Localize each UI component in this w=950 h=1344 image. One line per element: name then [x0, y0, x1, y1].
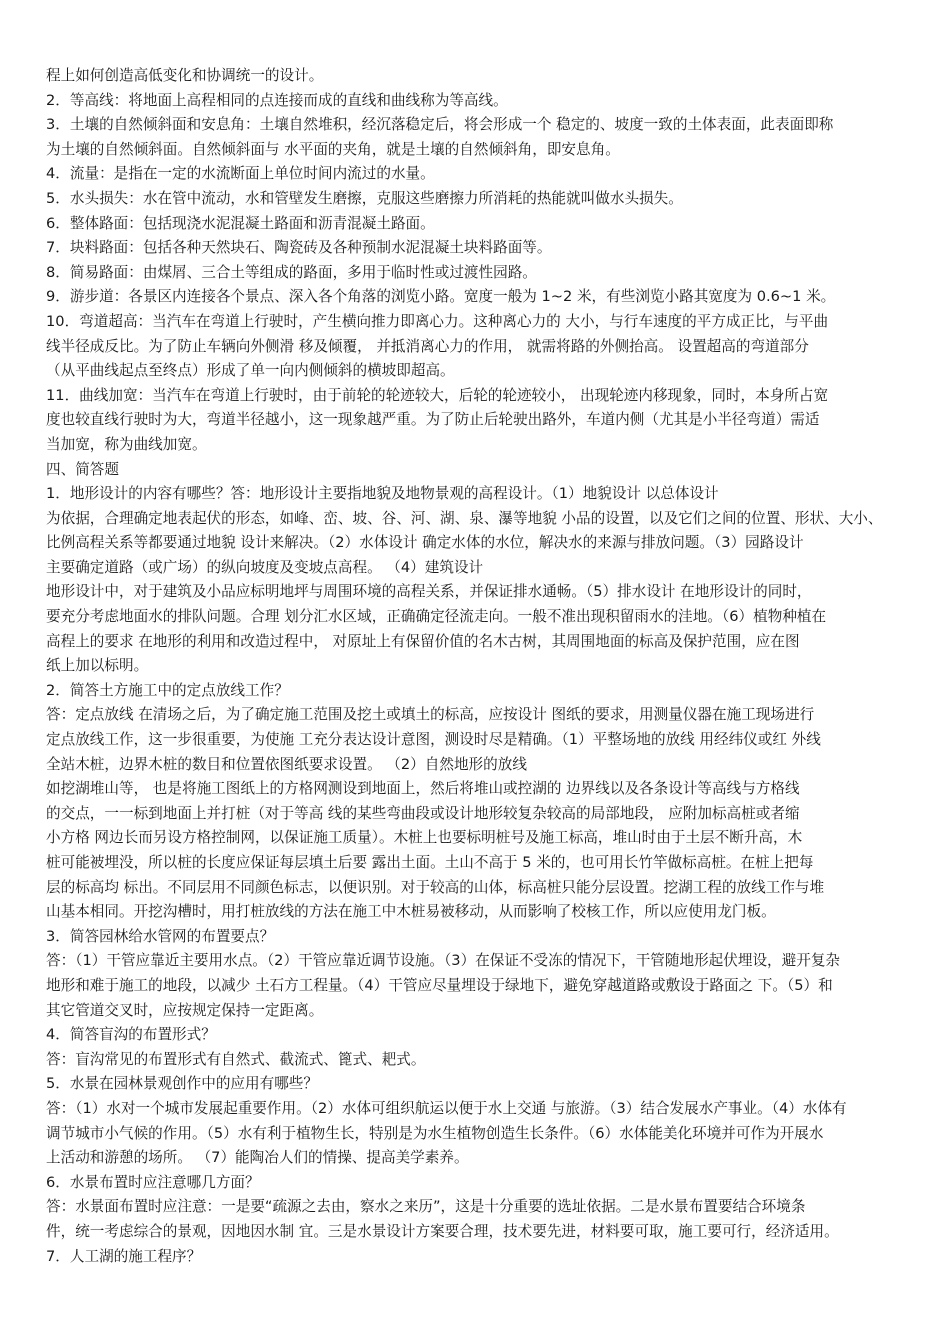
text-line: 5．水景在园林景观创作中的应用有哪些？: [46, 1075, 318, 1093]
text-line: 10．弯道超高：当汽车在弯道上行驶时，产生横向推力即离心力。这种离心力的 大小，与行车速度的平方成正比，与平曲: [46, 312, 829, 330]
text-line: 桩可能被埋没，所以桩的长度应保证每层填土后要 露出土面。土山不高于 5 米的，也可用长竹竿做标高桩。在桩上把每: [46, 854, 814, 871]
text-line: 纸上加以标明。: [46, 657, 149, 675]
text-line: 比例高程关系等都要通过地貌 设计来解决。（2）水体设计 确定水体的水位，解决水的来源与排放问题。（3）园路设计: [46, 534, 804, 552]
text-line: 要充分考虑地面水的排队问题。合理 划分汇水区域，正确确定径流走向。一般不准出现积留雨水的洼地。（6）植物种植在: [46, 608, 827, 626]
text-line: 地形和难于施工的地段，以减少 土石方工程量。（4）干管应尽量埋设于绿地下，避免穿越道路或敷设于路面之 下。（5）和: [46, 976, 833, 994]
text-line: 4．流量：是指在一定的水流断面上单位时间内流过的水量。: [46, 165, 435, 183]
text-line: 11．曲线加宽：当汽车在弯道上行驶时，由于前轮的轮迹较大，后轮的轮迹较小， 出现轮迹内移现象，同时，本身所占宽: [46, 386, 829, 404]
text-line: 上活动和游憩的场所。 （7）能陶冶人们的情操、提高美学素养。: [46, 1149, 469, 1167]
text-line: 层的标高均 标出。不同层用不同颜色标志，以便识别。对于较高的山体，标高桩只能分层设置。挖湖工程的放线工作与堆: [46, 878, 825, 896]
text-line: 2．简答土方施工中的定点放线工作？: [46, 681, 289, 699]
text-line: 的交点，一一标到地面上并打桩（对于等高 线的某些弯曲段或设计地形较复杂较高的局部地段， 应附加标高桩或者缩: [46, 804, 800, 822]
text-line: 为土壤的自然倾斜面。自然倾斜面与 水平面的夹角，就是土壤的自然倾斜角，即安息角。: [46, 140, 620, 158]
text-line: 其它管道交叉时，应按规定保持一定距离。: [46, 1001, 324, 1019]
text-line: 主要确定道路（或广场）的纵向坡度及变坡点高程。 （4）建筑设计: [46, 558, 484, 576]
text-line: 答：定点放线 在清场之后，为了确定施工范围及挖土或填土的标高，应按设计 图纸的要求，用测量仪器在施工现场进行: [46, 706, 815, 724]
text-line: 如挖湖堆山等， 也是将施工图纸上的方格网测设到地面上，然后将堆山或控湖的 边界线以及各条设计等高线与方格线: [46, 780, 800, 798]
text-line: 山基本相同。开挖沟槽时，用打桩放线的方法在施工中木桩易被移动，从而影响了校核工作，所以应使用龙门板。: [46, 903, 776, 921]
text-line: 2．等高线：将地面上高程相同的点连接而成的直线和曲线称为等高线。: [46, 91, 508, 109]
text-line: 四、简答题: [46, 460, 119, 478]
text-line: 高程上的要求 在地形的利用和改造过程中， 对原址上有保留价值的名木古树，其周围地面的标高及保护范围，应在图: [46, 632, 800, 650]
text-line: （从平曲线起点至终点）形成了单一向内侧倾斜的横坡即超高。: [46, 362, 455, 380]
text-line: 3．简答园林给水管网的布置要点？: [46, 927, 275, 945]
text-line: 9．游步道：各景区内连接各个景点、深入各个角落的浏览小路。宽度一般为 1~2 米，有些浏览小路其宽度为 0.6~1 米。: [46, 288, 836, 306]
text-line: 为依据，合理确定地表起伏的形态，如峰、峦、坡、谷、河、湖、泉、瀑等地貌 小品的设置，以及它们之间的位置、形状、大小、: [46, 509, 883, 527]
text-line: 7．人工湖的施工程序？: [46, 1247, 202, 1265]
text-line: 程上如何创造高低变化和协调统一的设计。: [46, 67, 324, 84]
text-line: 6．水景布置时应注意哪几方面？: [46, 1173, 260, 1191]
text-line: 地形设计中，对于建筑及小品应标明地坪与周围环境的高程关系，并保证排水通畅。（5）排水设计 在地形设计的同时，: [46, 583, 812, 601]
text-line: 1．地形设计的内容有哪些？答：地形设计主要指地貌及地物景观的高程设计。（1）地貌设计 以总体设计: [46, 485, 719, 503]
text-line: 全站木桩，边界木桩的数目和位置依图纸要求设置。 （2）自然地形的放线: [46, 755, 527, 773]
document-body: [46, 64, 910, 1269]
text-line: 8．简易路面：由煤屑、三合土等组成的路面，多用于临时性或过渡性园路。: [46, 263, 537, 281]
text-line: 5．水头损失：水在管中流动，水和管壁发生磨擦，克服这些磨擦力所消耗的热能就叫做水头损失。: [46, 189, 683, 207]
text-line: 度也较直线行驶时为大，弯道半径越小，这一现象越严重。为了防止后轮驶出路外，车道内侧（尤其是小半径弯道）需适: [46, 411, 820, 429]
text-line: 4．简答盲沟的布置形式？: [46, 1026, 216, 1044]
text-line: 线半径成反比。为了防止车辆向外侧滑 移及倾覆， 并抵消离心力的作用， 就需将路的外侧抬高。 设置超高的弯道部分: [46, 337, 809, 355]
text-line: 当加宽，称为曲线加宽。: [46, 435, 207, 453]
text-line: 小方格 网边长而另设方格控制网，以保证施工质量）。木桩上也要标明桩号及施工标高，堆山时由于土层不断升高，木: [46, 829, 803, 847]
text-line: 件，统一考虑综合的景观，因地因水制 宜。三是水景设计方案要合理，技术要先进，材料要可取，施工要可行，经济适用。: [46, 1222, 839, 1240]
text-line: 答：（1）干管应靠近主要用水点。（2）干管应靠近调节设施。（3）在保证不受冻的情况下，干管随地形起伏埋设，避开复杂: [46, 952, 841, 970]
text-line: 答：盲沟常见的布置形式有自然式、截流式、篦式、耙式。: [46, 1050, 426, 1068]
text-line: 3．土壤的自然倾斜面和安息角：土壤自然堆积，经沉落稳定后，将会形成一个 稳定的、坡度一致的土体表面，此表面即称: [46, 116, 834, 134]
text-line: 6．整体路面：包括现浇水泥混凝土路面和沥青混凝土路面。: [46, 214, 435, 232]
text-line: 答：（1）水对一个城市发展起重要作用。（2）水体可组织航运以便于水上交通 与旅游。（3）结合发展水产事业。（4）水体有: [46, 1099, 847, 1117]
text-line: 调节城市小气候的作用。（5）水有利于植物生长，特别是为水生植物创造生长条件。（6）水体能美化环境并可作为开展水: [46, 1124, 824, 1142]
text-line: 7．块料路面：包括各种天然块石、陶瓷砖及各种预制水泥混凝土块料路面等。: [46, 239, 552, 257]
text-line: 答：水景面布置时应注意：一是要“疏源之去由，察水之来历”，这是十分重要的选址依据。二是水景布置要结合环境条: [46, 1198, 806, 1216]
text-line: 定点放线工作，这一步很重要，为使施 工充分表达设计意图，测设时尽是精确。（1）平整场地的放线 用经纬仪或红 外线: [46, 731, 821, 749]
